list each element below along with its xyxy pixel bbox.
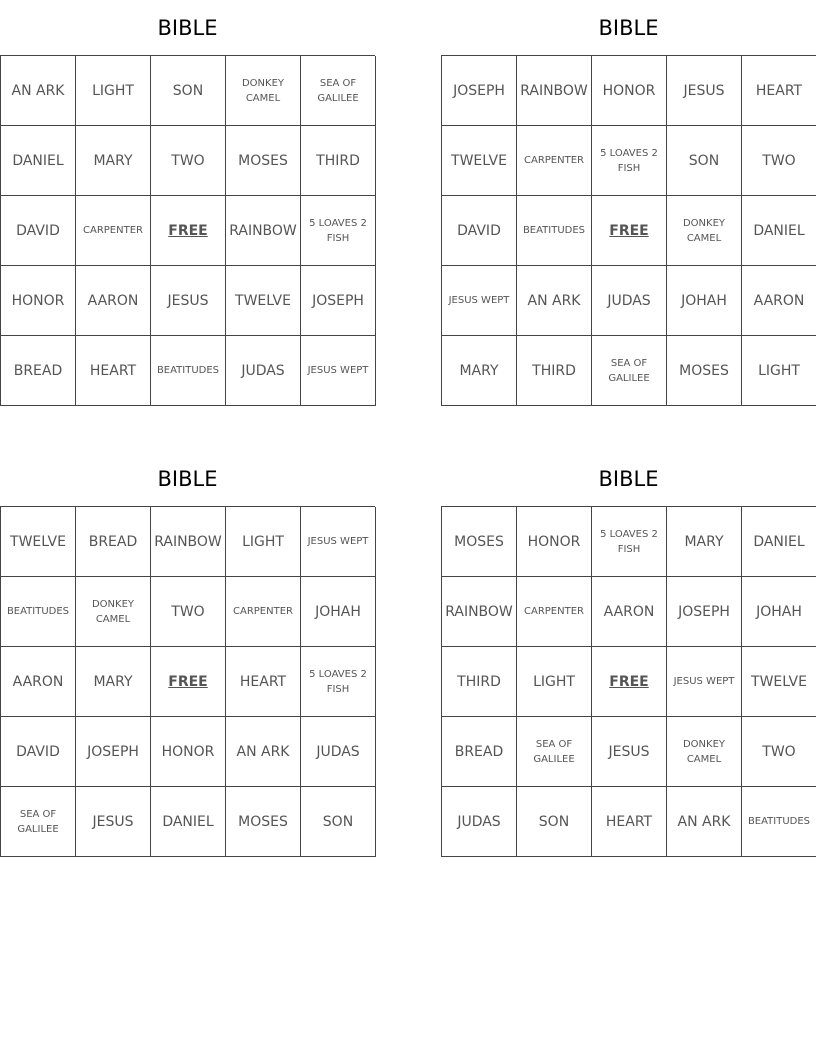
- bingo-cell: BREAD: [442, 717, 517, 787]
- bingo-cell: JESUS: [592, 717, 667, 787]
- bingo-cell: LIGHT: [76, 56, 151, 126]
- bingo-cell: 5 LOAVES 2 FISH: [301, 196, 376, 266]
- bingo-cell: DAVID: [1, 196, 76, 266]
- bingo-cell: SEA OF GALILEE: [1, 787, 76, 857]
- bingo-cell: JESUS WEPT: [301, 336, 376, 406]
- bingo-cell: HONOR: [592, 56, 667, 126]
- bingo-cell: MOSES: [226, 787, 301, 857]
- bingo-cell: DANIEL: [151, 787, 226, 857]
- bingo-cell: RAINBOW: [442, 577, 517, 647]
- bingo-cell: CARPENTER: [517, 126, 592, 196]
- card-title: BIBLE: [157, 16, 218, 40]
- bingo-cell: JOSEPH: [76, 717, 151, 787]
- bingo-cell: TWELVE: [742, 647, 816, 717]
- bingo-cell: DONKEY CAMEL: [226, 56, 301, 126]
- bingo-cell: LIGHT: [226, 507, 301, 577]
- bingo-cell: MARY: [76, 647, 151, 717]
- bingo-cell: SEA OF GALILEE: [301, 56, 376, 126]
- bingo-cell: JESUS WEPT: [442, 266, 517, 336]
- bingo-cell: BEATITUDES: [1, 577, 76, 647]
- bingo-cell: JESUS: [667, 56, 742, 126]
- bingo-cell: JUDAS: [301, 717, 376, 787]
- bingo-cell: HONOR: [151, 717, 226, 787]
- free-cell: FREE: [592, 647, 667, 717]
- bingo-cell: 5 LOAVES 2 FISH: [592, 126, 667, 196]
- bingo-grid: [441, 55, 816, 406]
- bingo-cell: MOSES: [667, 336, 742, 406]
- bingo-cell: HEART: [76, 336, 151, 406]
- bingo-cell: SEA OF GALILEE: [592, 336, 667, 406]
- bingo-cell: JOHAH: [667, 266, 742, 336]
- bingo-cell: DANIEL: [742, 507, 816, 577]
- bingo-cell: BREAD: [76, 507, 151, 577]
- bingo-cell: TWO: [742, 717, 816, 787]
- bingo-cell: LIGHT: [517, 647, 592, 717]
- card-title: BIBLE: [157, 467, 218, 491]
- card-title: BIBLE: [598, 467, 659, 491]
- bingo-cell: BEATITUDES: [151, 336, 226, 406]
- bingo-cell: BREAD: [1, 336, 76, 406]
- free-cell: FREE: [151, 647, 226, 717]
- bingo-grid: [441, 506, 816, 857]
- bingo-cell: THIRD: [442, 647, 517, 717]
- bingo-cell: SON: [151, 56, 226, 126]
- bingo-cell: LIGHT: [742, 336, 816, 406]
- bingo-cell: TWO: [151, 126, 226, 196]
- bingo-cell: AARON: [592, 577, 667, 647]
- bingo-cell: DAVID: [1, 717, 76, 787]
- bingo-cell: BEATITUDES: [517, 196, 592, 266]
- bingo-cell: AN ARK: [667, 787, 742, 857]
- bingo-cell: HEART: [226, 647, 301, 717]
- bingo-cell: JESUS: [151, 266, 226, 336]
- bingo-cell: JUDAS: [442, 787, 517, 857]
- bingo-cell: DANIEL: [742, 196, 816, 266]
- bingo-cell: AARON: [76, 266, 151, 336]
- bingo-cell: RAINBOW: [226, 196, 301, 266]
- bingo-cell: SON: [517, 787, 592, 857]
- bingo-cell: JOSEPH: [301, 266, 376, 336]
- bingo-cell: HONOR: [517, 507, 592, 577]
- bingo-cell: JUDAS: [226, 336, 301, 406]
- bingo-cell: RAINBOW: [517, 56, 592, 126]
- bingo-cell: JOHAH: [742, 577, 816, 647]
- bingo-cell: CARPENTER: [517, 577, 592, 647]
- bingo-cell: BEATITUDES: [742, 787, 816, 857]
- bingo-cell: HEART: [592, 787, 667, 857]
- bingo-cell: DONKEY CAMEL: [667, 717, 742, 787]
- bingo-cell: DAVID: [442, 196, 517, 266]
- free-cell: FREE: [151, 196, 226, 266]
- bingo-cell: TWELVE: [442, 126, 517, 196]
- bingo-cell: JOSEPH: [667, 577, 742, 647]
- bingo-cell: THIRD: [517, 336, 592, 406]
- bingo-cell: SON: [667, 126, 742, 196]
- bingo-cell: SEA OF GALILEE: [517, 717, 592, 787]
- bingo-cell: JOSEPH: [442, 56, 517, 126]
- bingo-cell: JUDAS: [592, 266, 667, 336]
- bingo-cell: DONKEY CAMEL: [76, 577, 151, 647]
- bingo-cell: 5 LOAVES 2 FISH: [592, 507, 667, 577]
- bingo-cell: AN ARK: [517, 266, 592, 336]
- bingo-cell: TWELVE: [226, 266, 301, 336]
- bingo-cell: HEART: [742, 56, 816, 126]
- bingo-cell: THIRD: [301, 126, 376, 196]
- bingo-cell: AN ARK: [1, 56, 76, 126]
- bingo-cell: HONOR: [1, 266, 76, 336]
- bingo-cell: CARPENTER: [226, 577, 301, 647]
- bingo-cell: TWO: [742, 126, 816, 196]
- bingo-cell: RAINBOW: [151, 507, 226, 577]
- bingo-cell: JESUS WEPT: [301, 507, 376, 577]
- bingo-cell: CARPENTER: [76, 196, 151, 266]
- bingo-cell: AN ARK: [226, 717, 301, 787]
- bingo-cell: JESUS WEPT: [667, 647, 742, 717]
- bingo-grid: [0, 506, 375, 857]
- bingo-cell: MARY: [76, 126, 151, 196]
- bingo-cell: MOSES: [442, 507, 517, 577]
- bingo-cell: TWELVE: [1, 507, 76, 577]
- bingo-cell: DANIEL: [1, 126, 76, 196]
- bingo-cell: 5 LOAVES 2 FISH: [301, 647, 376, 717]
- bingo-cell: JESUS: [76, 787, 151, 857]
- bingo-cell: MOSES: [226, 126, 301, 196]
- bingo-cell: JOHAH: [301, 577, 376, 647]
- bingo-cell: DONKEY CAMEL: [667, 196, 742, 266]
- bingo-cell: TWO: [151, 577, 226, 647]
- free-cell: FREE: [592, 196, 667, 266]
- bingo-cell: MARY: [667, 507, 742, 577]
- card-title: BIBLE: [598, 16, 659, 40]
- bingo-cell: SON: [301, 787, 376, 857]
- bingo-cell: AARON: [1, 647, 76, 717]
- bingo-cell: AARON: [742, 266, 816, 336]
- bingo-cell: MARY: [442, 336, 517, 406]
- bingo-grid: [0, 55, 375, 406]
